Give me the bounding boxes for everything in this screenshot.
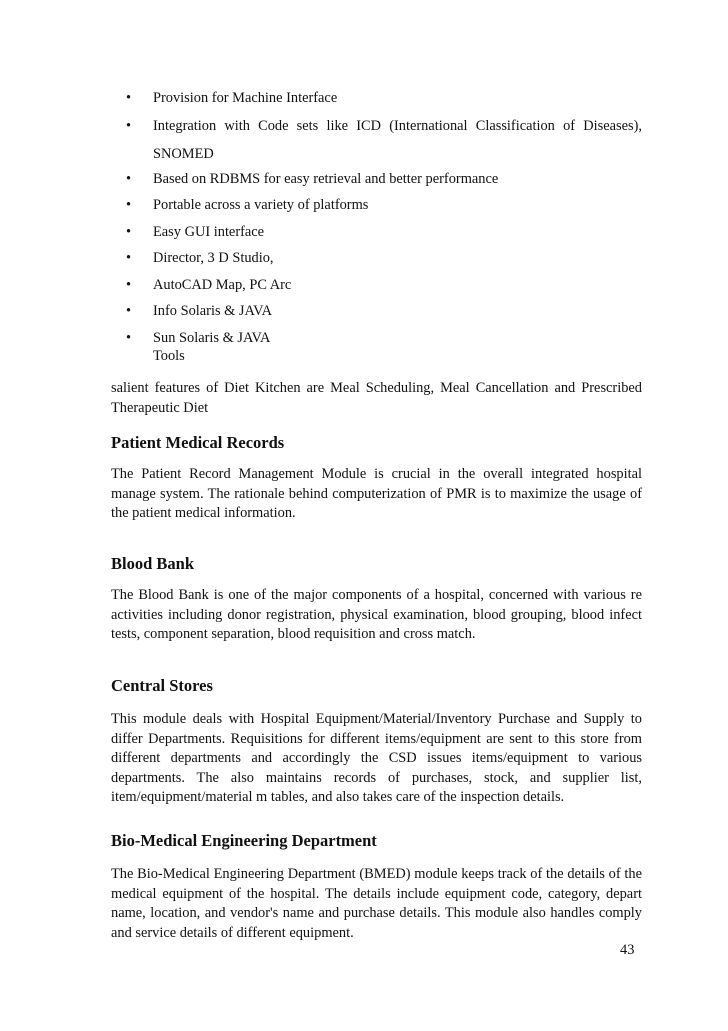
bullet-item xyxy=(126,89,642,109)
bullet-item xyxy=(126,196,642,216)
section-heading-patient-medical-records: Patient Medical Records xyxy=(111,433,285,452)
bullet-dot-icon: • xyxy=(126,303,132,319)
section-body-bio-medical-engineering: The Bio-Medical Engineering Department (BMED) module keeps track of the details of the medical equipment of the hospital. The details include equipment code, category, depart name, location, and vendor's name and purchase details. This module also handles comply and service details of different equipment. xyxy=(111,866,642,941)
section-heading-blood-bank: Blood Bank xyxy=(111,554,194,573)
bullet-dot-icon: • xyxy=(126,117,132,134)
bullet-item xyxy=(126,302,642,322)
bullet-text: Info Solaris & JAVA xyxy=(153,303,273,319)
bullet-text: Integration with Code sets like ICD (International Classification of Diseases), SNOMED xyxy=(153,117,642,162)
bullet-dot-icon: • xyxy=(126,276,132,293)
bullet-item xyxy=(126,112,642,168)
section-body-patient-medical-records: The Patient Record Management Module is crucial in the overall integrated hospital manage system. The rationale behind computerization of PMR is to maximize the usage of the patient medical information. xyxy=(111,466,642,521)
bullet-text: Easy GUI interface xyxy=(153,223,265,240)
page-number: 43 xyxy=(620,942,635,958)
bullet-dot-icon: • xyxy=(126,90,132,106)
bullet-text: AutoCAD Map, PC Arc xyxy=(153,276,292,293)
section-heading-bio-medical-engineering: Bio-Medical Engineering Department xyxy=(111,831,377,850)
bullet-item xyxy=(126,329,642,365)
bullet-text: Provision for Machine Interface xyxy=(153,90,338,106)
bullet-item xyxy=(126,170,642,190)
bullet-text: Sun Solaris & JAVA xyxy=(153,329,271,346)
bullet-item xyxy=(126,249,642,269)
bullet-item xyxy=(126,223,642,243)
diet-kitchen-paragraph: salient features of Diet Kitchen are Meal Scheduling, Meal Cancellation and Prescribed Therapeutic Diet xyxy=(111,380,642,416)
feature-bullet-list xyxy=(126,89,642,371)
section-heading-central-stores: Central Stores xyxy=(111,676,213,695)
bullet-text: Director, 3 D Studio, xyxy=(153,250,274,266)
section-body-central-stores: This module deals with Hospital Equipment/Material/Inventory Purchase and Supply to differ Departments. Requisitions for different items/equipment are sent to this store from different departments and accordingly the CSD issues items/equipment to various departments. The also maintains records of purchases, stock, and supplier list, item/equipment/material m tables, and also takes care of the inspection details. xyxy=(111,711,642,805)
bullet-continuation-text: Tools xyxy=(153,348,185,364)
bullet-item xyxy=(126,276,642,296)
section-body-blood-bank: The Blood Bank is one of the major components of a hospital, concerned with various re activities including donor registration, physical examination, blood grouping, blood infect tests, component separation, blood requisition and cross match. xyxy=(111,587,642,642)
bullet-dot-icon: • xyxy=(126,170,132,187)
bullet-dot-icon: • xyxy=(126,223,132,240)
bullet-dot-icon: • xyxy=(126,197,132,213)
bullet-text: Portable across a variety of platforms xyxy=(153,197,369,213)
bullet-dot-icon: • xyxy=(126,329,132,346)
bullet-text: Based on RDBMS for easy retrieval and better performance xyxy=(153,170,499,187)
bullet-dot-icon: • xyxy=(126,250,132,266)
